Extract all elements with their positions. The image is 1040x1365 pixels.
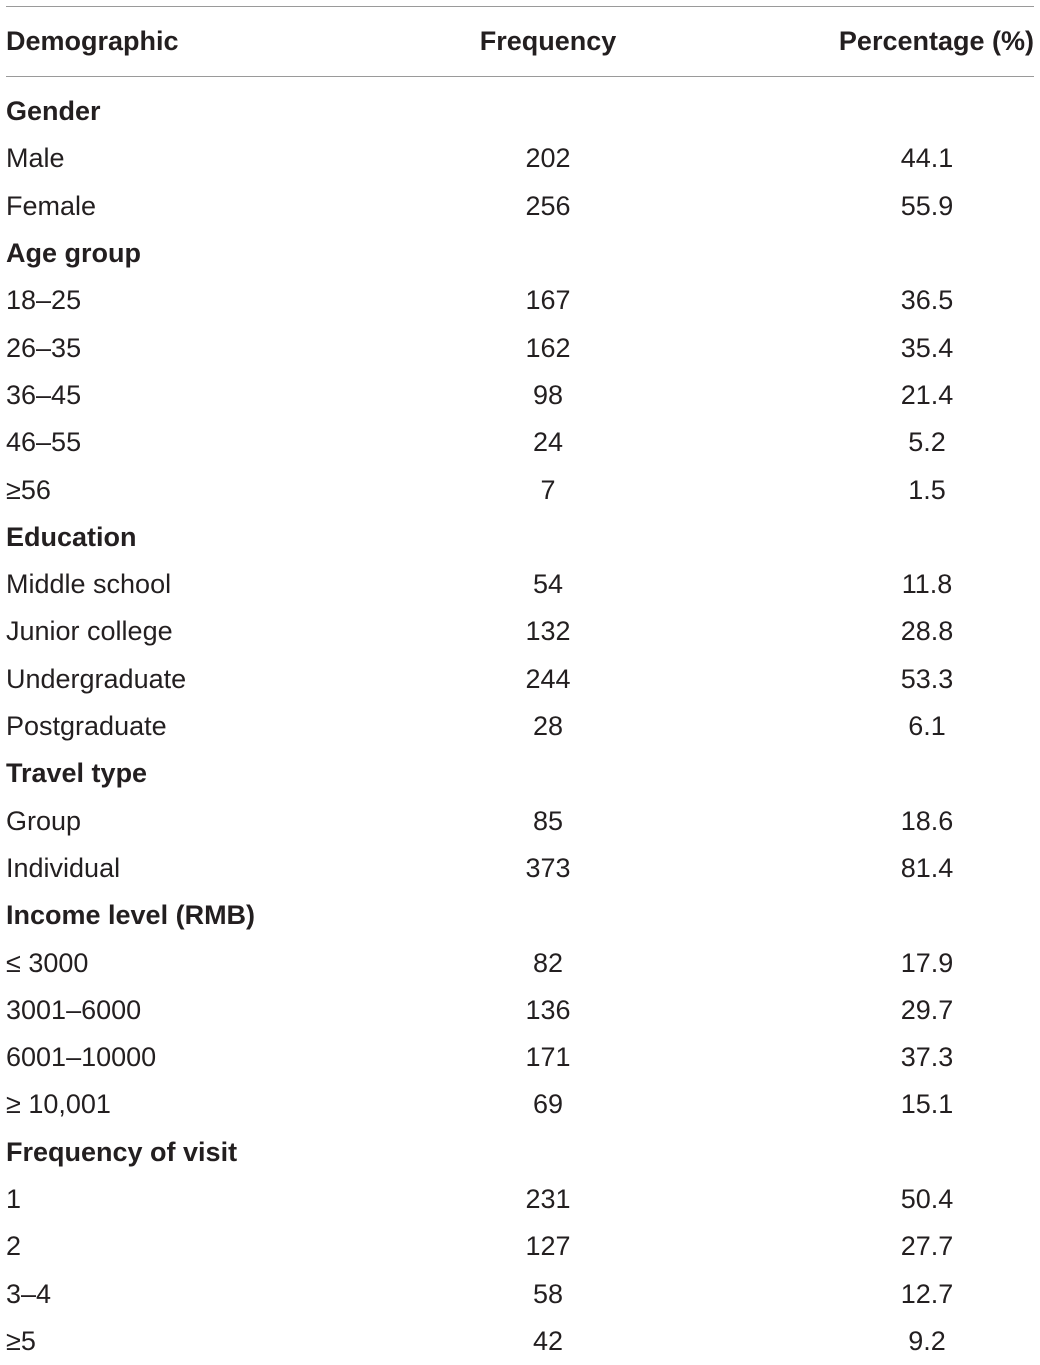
- table-row: [6, 325, 1034, 372]
- table-header-row: [6, 6, 1034, 76]
- row-label: Middle school: [6, 569, 172, 600]
- table-row: [6, 798, 1034, 845]
- percentage-cell: 29.7: [900, 994, 954, 1025]
- row-label: ≥5: [6, 1325, 36, 1356]
- row-label: ≤ 3000: [6, 947, 89, 978]
- table-row: [6, 987, 1034, 1034]
- table-row: [6, 277, 1034, 324]
- percentage-cell: 17.9: [900, 947, 954, 978]
- frequency-cell: 132: [525, 616, 571, 647]
- table-row: [6, 466, 1034, 513]
- section-row: [6, 1129, 1034, 1176]
- frequency-cell: 98: [532, 379, 564, 410]
- frequency-cell: 127: [525, 1231, 571, 1262]
- percentage-cell: 50.4: [900, 1184, 954, 1215]
- row-label: Postgraduate: [6, 711, 167, 742]
- table-row: [6, 939, 1034, 986]
- frequency-cell: 58: [532, 1278, 564, 1309]
- section-row: [6, 750, 1034, 797]
- percentage-cell: 53.3: [900, 663, 954, 694]
- frequency-cell: 171: [525, 1042, 571, 1073]
- row-label: 2: [6, 1231, 22, 1262]
- table-row: [6, 845, 1034, 892]
- table-row: [6, 1223, 1034, 1270]
- percentage-cell: 37.3: [900, 1042, 954, 1073]
- row-label: Female: [6, 190, 97, 221]
- table-row: [6, 1318, 1034, 1365]
- percentage-cell: 27.7: [900, 1231, 954, 1262]
- percentage-cell: 36.5: [900, 285, 954, 316]
- section-row: [6, 892, 1034, 939]
- frequency-cell: 42: [532, 1325, 564, 1356]
- section-row: [6, 230, 1034, 277]
- percentage-cell: 6.1: [908, 711, 946, 742]
- frequency-cell: 244: [525, 663, 571, 694]
- percentage-cell: 21.4: [900, 379, 954, 410]
- frequency-cell: 24: [532, 427, 564, 458]
- row-label: 3001–6000: [6, 994, 142, 1025]
- table-row: [6, 183, 1034, 230]
- section-row: [6, 514, 1034, 561]
- section-label: Age group: [6, 238, 141, 269]
- row-label: Male: [6, 143, 65, 174]
- percentage-cell: 44.1: [900, 143, 954, 174]
- row-label: ≥ 10,001: [6, 1089, 111, 1120]
- frequency-cell: 256: [525, 190, 571, 221]
- row-label: 1: [6, 1184, 22, 1215]
- frequency-cell: 167: [525, 285, 571, 316]
- frequency-cell: 7: [540, 474, 556, 505]
- percentage-cell: 15.1: [900, 1089, 954, 1120]
- row-label: ≥56: [6, 474, 51, 505]
- table-row: [6, 419, 1034, 466]
- section-label: Gender: [6, 96, 101, 127]
- percentage-cell: 55.9: [900, 190, 954, 221]
- row-label: 6001–10000: [6, 1042, 157, 1073]
- table-row: [6, 608, 1034, 655]
- frequency-cell: 85: [532, 805, 564, 836]
- percentage-cell: 11.8: [901, 569, 953, 600]
- table-row: [6, 135, 1034, 182]
- table-row: [6, 1176, 1034, 1223]
- section-label: Frequency of visit: [6, 1136, 238, 1167]
- row-label: Junior college: [6, 616, 173, 647]
- percentage-cell: 12.7: [900, 1278, 954, 1309]
- row-label: Undergraduate: [6, 663, 187, 694]
- frequency-cell: 82: [532, 947, 564, 978]
- table-row: [6, 1034, 1034, 1081]
- percentage-cell: 35.4: [900, 332, 954, 363]
- table-row: [6, 372, 1034, 419]
- table-row: [6, 703, 1034, 750]
- frequency-cell: 162: [525, 332, 571, 363]
- frequency-cell: 231: [525, 1184, 571, 1215]
- table-row: [6, 561, 1034, 608]
- row-label: 46–55: [6, 427, 82, 458]
- header-demographic: Demographic: [6, 25, 179, 56]
- header-frequency: Frequency: [479, 25, 617, 56]
- row-label: 18–25: [6, 285, 82, 316]
- row-label: 36–45: [6, 379, 82, 410]
- table-header-rule: [6, 76, 1034, 77]
- section-label: Education: [6, 521, 137, 552]
- section-label: Income level (RMB): [6, 900, 256, 931]
- percentage-cell: 1.5: [908, 474, 946, 505]
- frequency-cell: 136: [525, 994, 571, 1025]
- frequency-cell: 69: [532, 1089, 564, 1120]
- header-percentage: Percentage (%): [838, 25, 1034, 56]
- table-row: [6, 1081, 1034, 1128]
- frequency-cell: 373: [525, 852, 571, 883]
- row-label: Individual: [6, 852, 121, 883]
- table-row: [6, 656, 1034, 703]
- frequency-cell: 28: [532, 711, 564, 742]
- row-label: Group: [6, 805, 82, 836]
- percentage-cell: 81.4: [900, 852, 954, 883]
- frequency-cell: 202: [525, 143, 571, 174]
- percentage-cell: 28.8: [900, 616, 954, 647]
- percentage-cell: 9.2: [908, 1325, 946, 1356]
- percentage-cell: 18.6: [900, 805, 954, 836]
- percentage-cell: 5.2: [908, 427, 946, 458]
- row-label: 3–4: [6, 1278, 52, 1309]
- section-label: Travel type: [6, 758, 148, 789]
- table-row: [6, 1271, 1034, 1318]
- frequency-cell: 54: [532, 569, 564, 600]
- row-label: 26–35: [6, 332, 82, 363]
- section-row: [6, 88, 1034, 135]
